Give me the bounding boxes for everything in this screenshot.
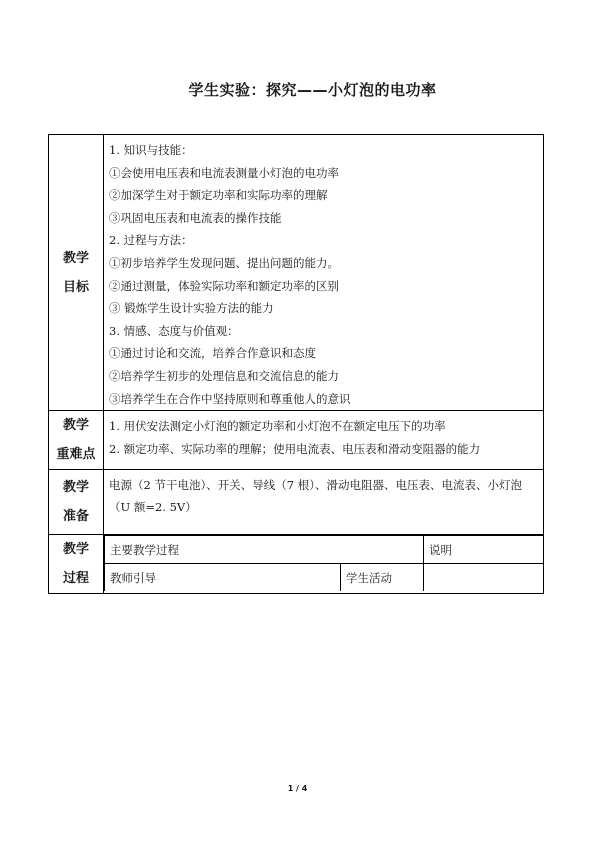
objectives-line: ②培养学生初步的处理信息和交流信息的能力 — [109, 368, 339, 383]
objectives-line: ②加深学生对于额定功率和实际功率的理解 — [109, 188, 328, 203]
main-process-header: 主要教学过程 — [105, 536, 424, 564]
preparation-row — [49, 470, 544, 535]
notes-header: 说明 — [424, 536, 544, 564]
objectives-line: ①初步培养学生发现问题、提出问题的能力。 — [109, 255, 339, 270]
key-points-row — [49, 411, 544, 470]
preparation-line: （U 额=2. 5V） — [109, 499, 197, 514]
lesson-plan-table — [48, 134, 544, 594]
key-points-label-line2: 重难点 — [56, 447, 96, 463]
preparation-label-line2: 准备 — [62, 509, 89, 525]
objectives-line: ①通过讨论和交流，培养合作意识和态度 — [109, 346, 316, 361]
objectives-row — [49, 135, 544, 411]
objectives-content — [104, 135, 544, 411]
objectives-label-line2: 目标 — [62, 279, 89, 295]
process-role-row — [105, 564, 544, 592]
objectives-line: ①会使用电压表和电流表测量小灯泡的电功率 — [109, 165, 339, 180]
page-title: 学生实验：探究——小灯泡的电功率 — [188, 81, 437, 99]
key-points-label — [49, 411, 104, 470]
process-label — [49, 535, 104, 594]
teacher-guidance-header: 教师引导 — [105, 564, 341, 592]
preparation-label — [49, 470, 104, 535]
process-subtable — [104, 535, 543, 591]
notes-cell — [424, 564, 544, 592]
preparation-label-line1: 教学 — [62, 480, 89, 496]
key-points-label-line1: 教学 — [62, 418, 89, 434]
key-points-content — [104, 411, 544, 470]
process-header-row — [105, 536, 544, 564]
student-activity-header: 学生活动 — [341, 564, 424, 592]
objectives-line: 3. 情感、态度与价值观： — [109, 323, 239, 338]
key-points-line: 1. 用伏安法测定小灯泡的额定功率和小灯泡不在额定电压下的功率 — [109, 419, 446, 434]
process-row — [49, 535, 544, 594]
key-points-line: 2. 额定功率、实际功率的理解；使用电流表、电压表和滑动变阻器的能力 — [109, 441, 481, 456]
objectives-line: ③培养学生在合作中坚持原则和尊重他人的意识 — [109, 391, 351, 406]
page-number: 1 / 4 — [287, 784, 308, 793]
objectives-line: 2. 过程与方法： — [109, 233, 193, 248]
preparation-line: 电源（2 节干电池）、开关、导线（7 根）、滑动电阻器、电压表、电流表、小灯泡 — [109, 478, 522, 493]
objectives-label-line1: 教学 — [62, 250, 89, 266]
objectives-line: 1. 知识与技能： — [109, 143, 193, 157]
preparation-content — [104, 470, 544, 535]
process-label-line2: 过程 — [62, 571, 89, 587]
objectives-label — [49, 135, 104, 411]
process-content — [104, 535, 544, 594]
objectives-line: ③巩固电压表和电流表的操作技能 — [109, 210, 282, 225]
objectives-line: ②通过测量，体验实际功率和额定功率的区别 — [109, 278, 339, 293]
process-label-line1: 教学 — [62, 542, 89, 558]
objectives-line: ③ 锻炼学生设计实验方法的能力 — [109, 301, 274, 316]
